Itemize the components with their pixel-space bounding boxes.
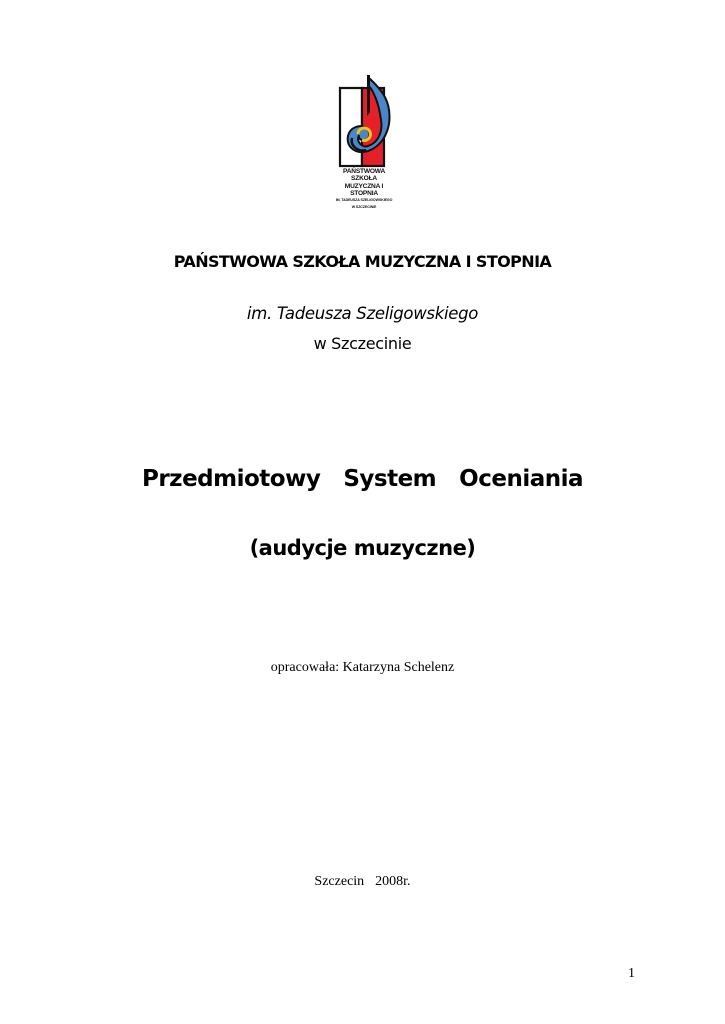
school-name-heading: PAŃSTWOWA SZKOŁA MUZYCZNA I STOPNIA <box>173 252 552 271</box>
document-title: Przedmiotowy System Oceniania <box>141 466 583 492</box>
logo-line-1: PAŃSTWOWA SZKOŁA <box>342 168 386 182</box>
document-subtitle: (audycje muzyczne) <box>249 536 476 560</box>
logo-line-4: W SZCZECINIE <box>351 204 377 209</box>
school-patron: im. Tadeusza Szeligowskiego <box>246 304 479 323</box>
music-note-logo-icon <box>334 72 394 168</box>
logo-line-3: IM. TADEUSZA SZELIGOWSKIEGO <box>335 198 393 203</box>
school-logo <box>334 72 394 210</box>
logo-line-2: MUZYCZNA I STOPNIA <box>344 183 384 197</box>
school-city: w Szczecinie <box>313 334 412 353</box>
place-and-date: Szczecin 2008r. <box>314 874 411 889</box>
document-author: opracowała: Katarzyna Schelenz <box>270 660 455 675</box>
logo-caption <box>334 169 394 210</box>
page-number: 1 <box>628 966 635 981</box>
